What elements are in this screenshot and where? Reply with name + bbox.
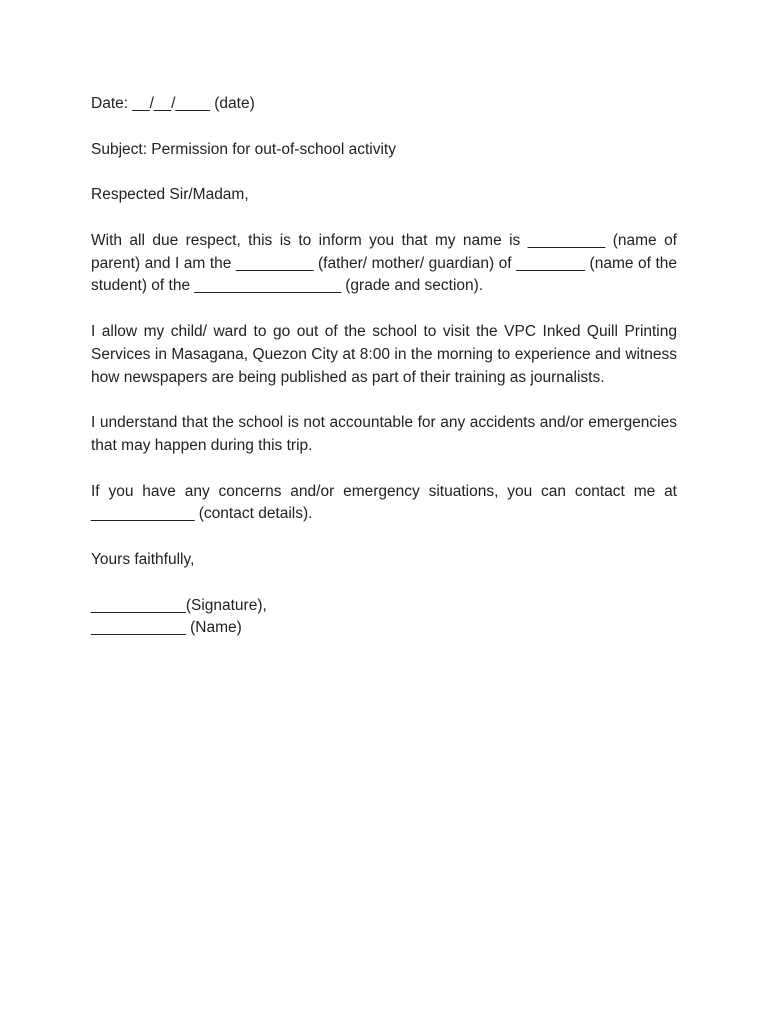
date-line: Date: __/__/____ (date) (91, 95, 255, 112)
signature-line: ___________(Signature), (91, 596, 267, 614)
subject-line: Subject: Permission for out-of-school activity (91, 140, 396, 158)
paragraph-permission: I allow my child/ ward to go out of the school to visit the VPC Inked Quill Printing Services in Masagana, Quezon City at 8:00 in the morning to experience and witness how newspapers are being published as part of their training as journalists. (91, 322, 677, 386)
closing-line: Yours faithfully, (91, 550, 195, 568)
name-line: ___________ (Name) (91, 619, 242, 637)
paragraph-accountability: I understand that the school is not accountable for any accidents and/or emergencies that may happen during this trip. (91, 414, 677, 454)
permission-letter (91, 93, 677, 640)
paragraph-parent-details: With all due respect, this is to inform you that my name is _________ (name of parent) and I am the _________ (father/ mother/ guardian) of ________ (name of the student) of the _________________ (grade and section). (91, 231, 677, 295)
paragraph-contact: If you have any concerns and/or emergency situations, you can contact me at ____________ (contact details). (91, 482, 677, 523)
salutation: Respected Sir/Madam, (91, 186, 249, 204)
signature-block (91, 595, 677, 641)
